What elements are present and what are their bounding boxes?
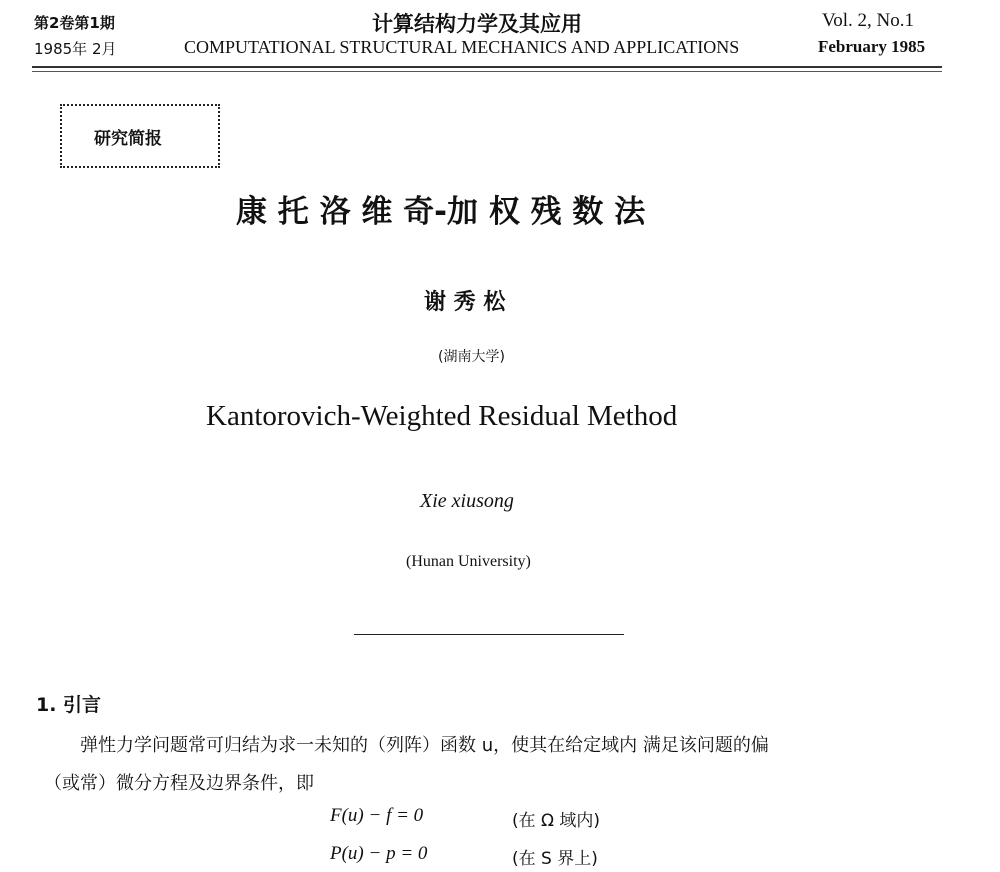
paragraph-line-2: （或常）微分方程及边界条件，即 bbox=[44, 773, 314, 794]
title-en: Kantorovich-Weighted Residual Method bbox=[206, 400, 678, 432]
equation-2-note: (在 S 界上) bbox=[512, 849, 598, 869]
equation-1: F(u) − f = 0 bbox=[330, 805, 424, 826]
affiliation-en: (Hunan University) bbox=[406, 553, 531, 570]
journal-title-en: COMPUTATIONAL STRUCTURAL MECHANICS AND APPLICATIONS bbox=[184, 37, 740, 57]
journal-title-cn: 计算结构力学及其应用 bbox=[372, 12, 582, 36]
author-cn: 谢 秀 松 bbox=[424, 290, 506, 315]
date-cn: 1985年 2月 bbox=[34, 40, 117, 58]
paragraph-line-1: 弹性力学问题常可归结为求一未知的（列阵）函数 u，使其在给定域内 满足该问题的偏 bbox=[80, 735, 769, 756]
section-tag: 研究简报 bbox=[94, 129, 162, 149]
equation-2: P(u) − p = 0 bbox=[330, 843, 428, 864]
separator-rule bbox=[354, 634, 624, 635]
header-rule bbox=[32, 66, 942, 68]
affiliation-cn: (湖南大学) bbox=[438, 349, 505, 365]
issue-cn: 第2卷第1期 bbox=[34, 14, 115, 32]
date-en: February 1985 bbox=[818, 37, 926, 56]
section-heading: 1. 引言 bbox=[36, 694, 102, 716]
header-rule-2 bbox=[32, 71, 942, 72]
author-en: Xie xiusong bbox=[420, 490, 514, 512]
equation-1-note: (在 Ω 域内) bbox=[512, 811, 601, 831]
volume-number: Vol. 2, No.1 bbox=[822, 10, 915, 31]
title-cn: 康 托 洛 维 奇-加 权 残 数 法 bbox=[236, 194, 646, 230]
